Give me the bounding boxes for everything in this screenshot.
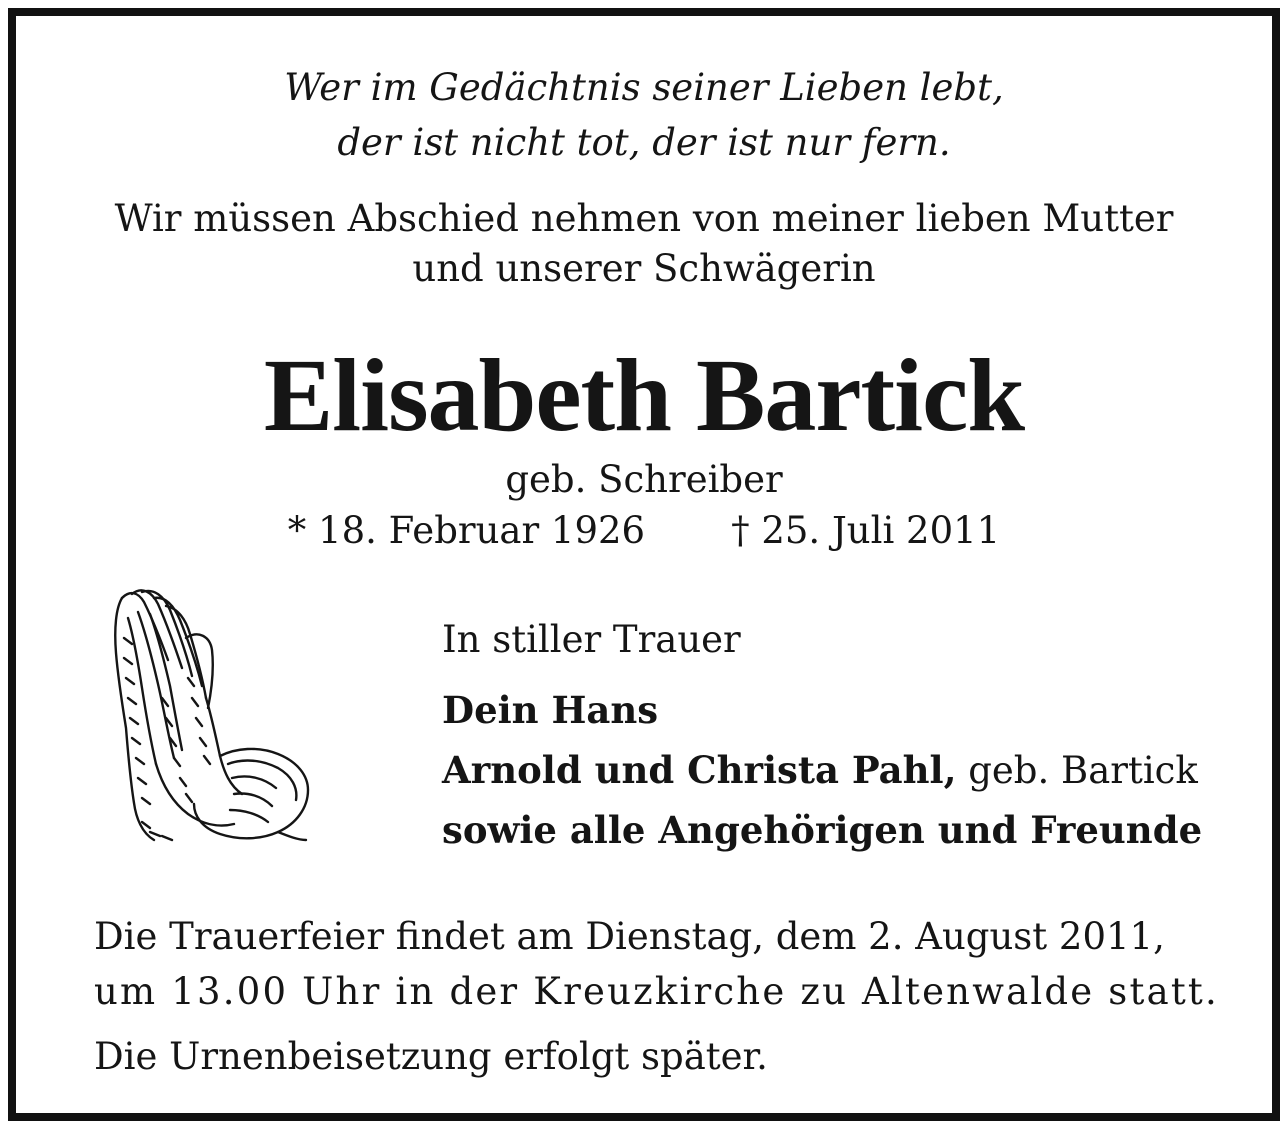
intro-line-2: und unserer Schwägerin [412,247,876,290]
service-info [94,909,1219,1084]
motto-line-1: Wer im Gedächtnis seiner Lieben lebt, [284,66,1004,109]
burial-note: Die Urnenbeisetzung erfolgt später. [94,1035,768,1078]
birth-name: geb. Schreiber [505,458,783,501]
motto-quote [16,60,1272,170]
service-line-2: um 13.00 Uhr in der Kreuzkirche zu Altenwalde statt. [94,970,1219,1013]
mourner-line-3: sowie alle Angehörigen und Freunde [442,808,1203,852]
mourners-block [442,610,1202,860]
obituary-notice [8,8,1280,1121]
mourner-names: Arnold und Christa Pahl, [442,748,957,792]
death-date: † 25. Juli 2011 [731,509,1001,552]
life-dates [16,506,1272,556]
deceased-name: Elisabeth Bartick [263,338,1025,453]
mourner-line-2 [442,740,1202,800]
mourner-birth-name: geb. Bartick [956,749,1198,792]
motto-line-2: der ist nicht tot, der ist nur fern. [337,121,951,164]
mourner-line-1: Dein Hans [442,688,659,732]
birth-date: * 18. Februar 1926 [287,509,646,552]
service-line-1: Die Trauerfeier findet am Dienstag, dem 2. August 2011, [94,915,1165,958]
intro-text [16,194,1272,294]
mourning-heading: In stiller Trauer [442,618,741,661]
intro-line-1: Wir müssen Abschied nehmen von meiner lieben Mutter [114,197,1174,240]
praying-hands-icon [102,578,312,848]
